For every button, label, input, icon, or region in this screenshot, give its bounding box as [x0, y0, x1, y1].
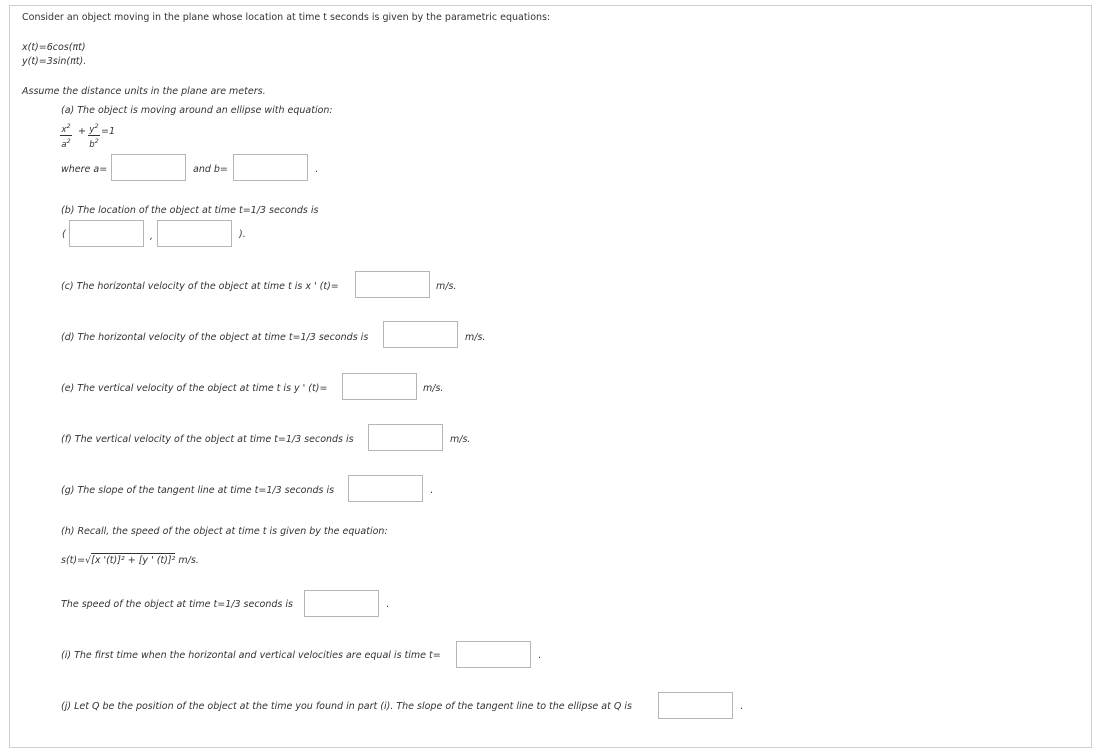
problem-intro: Consider an object moving in the plane whose location at time t seconds is given by the parametric equations:: [22, 12, 551, 23]
b-input[interactable]: [233, 154, 308, 181]
part-d-label: (d) The horizontal velocity of the object at time t=1/3 seconds is: [61, 332, 369, 343]
part-a-period: .: [315, 164, 319, 175]
location-comma: ,: [150, 231, 154, 242]
and-b-label: and b=: [193, 164, 228, 175]
part-h-label: (h) Recall, the speed of the object at time t is given by the equation:: [61, 526, 388, 537]
equation-y: y(t)=3sin(πt).: [22, 56, 87, 67]
open-paren: (: [62, 229, 66, 240]
part-i-period: .: [538, 650, 542, 661]
part-f-unit: m/s.: [450, 434, 471, 445]
speed-unit: m/s.: [178, 555, 199, 566]
part-i-label: (i) The first time when the horizontal and vertical velocities are equal is time t=: [61, 650, 441, 661]
sqrt-sign: √: [85, 555, 92, 566]
part-b-label: (b) The location of the object at time t=1/3 seconds is: [61, 205, 319, 216]
vertical-velocity-at-t-input[interactable]: [368, 424, 443, 451]
ellipse-plus: +: [78, 126, 86, 137]
part-g-label: (g) The slope of the tangent line at time t=1/3 seconds is: [61, 485, 335, 496]
equal-velocity-time-input[interactable]: [456, 641, 531, 668]
part-c-unit: m/s.: [436, 281, 457, 292]
speed-formula: [61, 555, 199, 566]
vertical-velocity-input[interactable]: [342, 373, 417, 400]
units-note: Assume the distance units in the plane are meters.: [22, 86, 266, 97]
part-f-label: (f) The vertical velocity of the object at time t=1/3 seconds is: [61, 434, 354, 445]
horizontal-velocity-input[interactable]: [355, 271, 430, 298]
speed-radicand: [x '(t)]² + [y ' (t)]²: [91, 555, 176, 566]
equation-x: x(t)=6cos(πt): [22, 42, 86, 53]
a-input[interactable]: [111, 154, 186, 181]
speed-lhs: s(t)=: [61, 555, 86, 566]
location-x-input[interactable]: [69, 220, 144, 247]
part-a-label: (a) The object is moving around an ellipse with equation:: [61, 105, 333, 116]
close-paren: ).: [239, 229, 246, 240]
part-g-period: .: [430, 485, 434, 496]
where-a-label: where a=: [61, 164, 108, 175]
part-e-label: (e) The vertical velocity of the object at time t is y ' (t)=: [61, 383, 328, 394]
part-d-unit: m/s.: [465, 332, 486, 343]
horizontal-velocity-at-t-input[interactable]: [383, 321, 458, 348]
ellipse-fraction-x: $x^2$ $a^2$: [61, 122, 71, 150]
tangent-slope-at-q-input[interactable]: [658, 692, 733, 719]
problem-panel: [9, 5, 1092, 748]
part-e-unit: m/s.: [423, 383, 444, 394]
part-j-label: (j) Let Q be the position of the object at the time you found in part (i). The slope of the tangent line to the ellipse at Q is: [61, 701, 632, 712]
speed-input[interactable]: [304, 590, 379, 617]
ellipse-fraction-y: $y^2$ $b^2$: [89, 122, 99, 150]
tangent-slope-input[interactable]: [348, 475, 423, 502]
part-j-period: .: [740, 701, 744, 712]
location-y-input[interactable]: [157, 220, 232, 247]
part-h-period: .: [386, 599, 390, 610]
ellipse-equals-one: =1: [101, 126, 116, 137]
part-c-label: (c) The horizontal velocity of the object at time t is x ' (t)=: [61, 281, 339, 292]
speed-prompt: The speed of the object at time t=1/3 seconds is: [61, 599, 293, 610]
